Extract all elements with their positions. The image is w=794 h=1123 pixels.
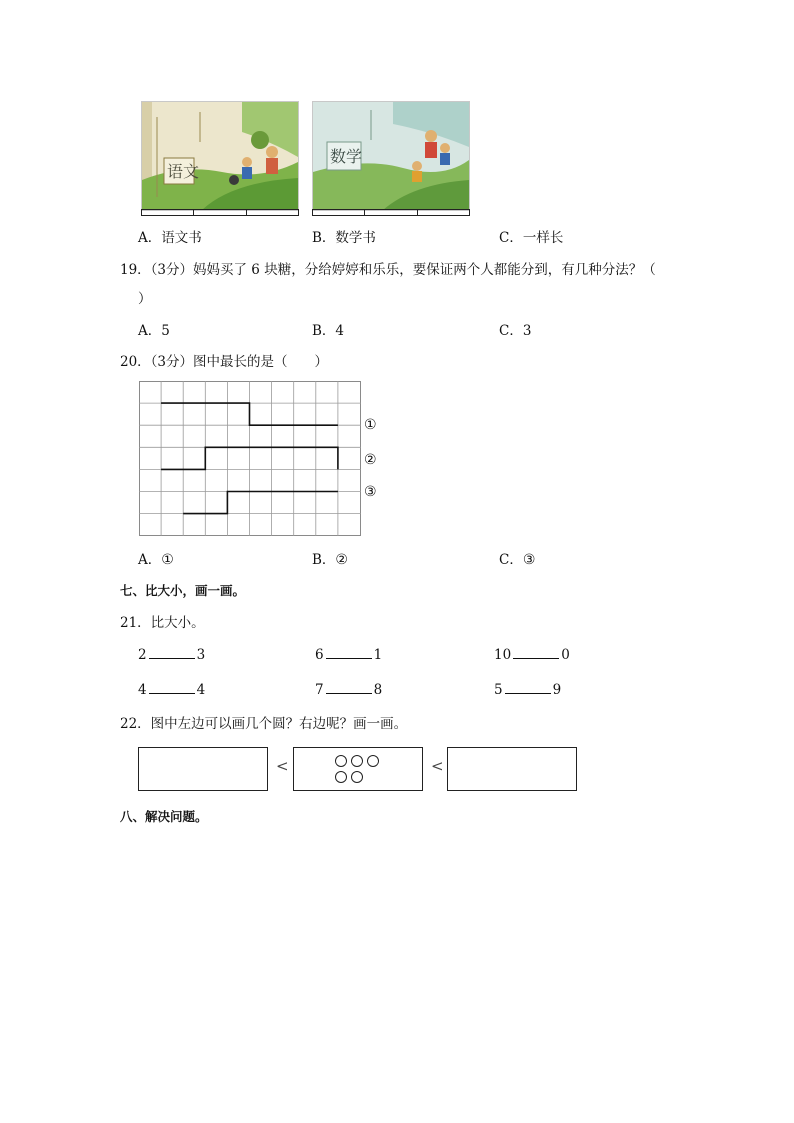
line-label-1: ① <box>364 417 377 433</box>
q20-grid-figure <box>139 381 381 539</box>
q22-stem: 22．图中左边可以画几个圆？右边呢？画一画。 <box>120 716 408 732</box>
q19-option-b[interactable]: B．4 <box>312 323 345 339</box>
line-label-2: ② <box>364 452 377 468</box>
answer-blank[interactable] <box>505 681 551 694</box>
q20-option-c[interactable]: C．③ <box>499 552 536 568</box>
q20-option-b[interactable]: B．② <box>312 552 348 568</box>
less-than-sign-1: < <box>276 757 289 775</box>
chinese-book-ruler <box>141 209 299 216</box>
q19-stem-continued: ） <box>138 291 152 307</box>
answer-blank[interactable] <box>149 646 195 659</box>
q18-option-a[interactable]: A．语文书 <box>138 230 202 246</box>
compare-item-1: 2 3 <box>138 647 206 663</box>
q19-option-a[interactable]: A．5 <box>138 323 170 339</box>
q19-stem: 19．（3分）妈妈买了 6 块糖，分给婷婷和乐乐，要保证两个人都能分到，有几种分法？（ <box>120 262 656 278</box>
compare-item-6: 5 9 <box>494 682 562 698</box>
middle-circles-box <box>293 747 423 791</box>
less-than-sign-2: < <box>431 757 444 775</box>
q18-option-c[interactable]: C．一样长 <box>499 230 564 246</box>
compare-item-3: 10 0 <box>494 647 570 663</box>
chinese-book-title: 语文 <box>167 162 200 181</box>
math-book-title: 数学 <box>330 147 363 166</box>
right-draw-box[interactable] <box>447 747 577 791</box>
compare-item-4: 4 4 <box>138 682 206 698</box>
compare-item-5: 7 8 <box>315 682 383 698</box>
q19-option-c[interactable]: C．3 <box>499 323 532 339</box>
circle-icon <box>335 771 347 783</box>
answer-blank[interactable] <box>149 681 195 694</box>
answer-blank[interactable] <box>513 646 559 659</box>
q20-stem: 20．（3分）图中最长的是（ ） <box>120 354 329 370</box>
chinese-book-cover <box>141 101 299 211</box>
answer-blank[interactable] <box>326 681 372 694</box>
q18-option-b[interactable]: B．数学书 <box>312 230 376 246</box>
section-7-heading: 七、比大小，画一画。 <box>120 583 246 598</box>
circle-icon <box>351 755 363 767</box>
section-8-heading: 八、解决问题。 <box>120 809 208 824</box>
circle-icon <box>335 755 347 767</box>
circle-icon <box>367 755 379 767</box>
answer-blank[interactable] <box>326 646 372 659</box>
math-book-cover <box>312 101 470 211</box>
q21-stem: 21．比大小。 <box>120 615 205 631</box>
left-draw-box[interactable] <box>138 747 268 791</box>
math-book-ruler <box>312 209 470 216</box>
compare-item-2: 6 1 <box>315 647 383 663</box>
q20-option-a[interactable]: A．① <box>138 552 174 568</box>
circle-icon <box>351 771 363 783</box>
line-label-3: ③ <box>364 484 377 500</box>
